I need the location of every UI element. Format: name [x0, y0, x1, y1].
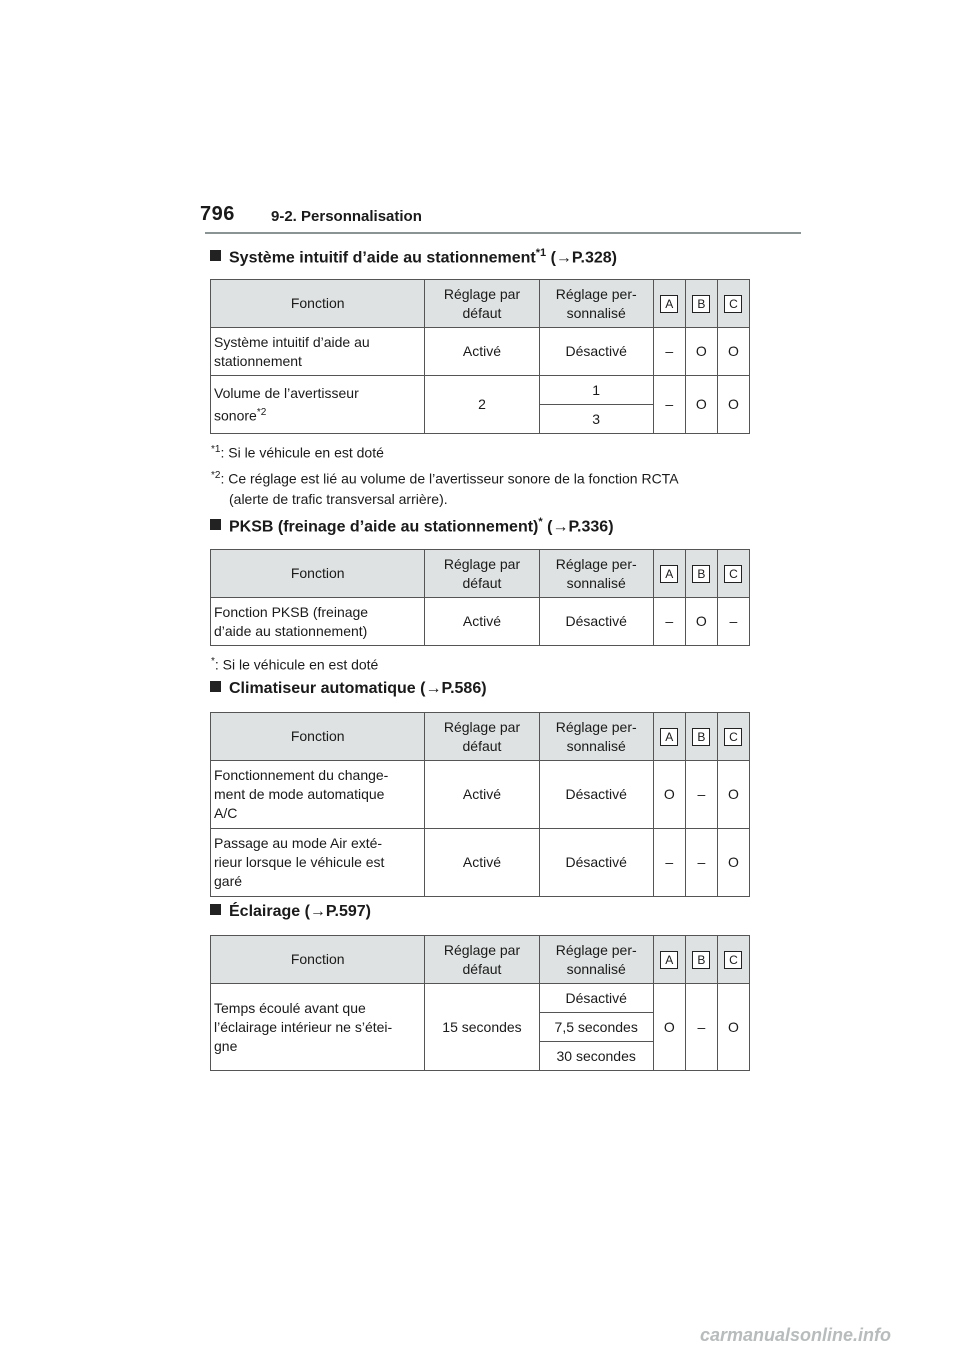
page-reference: (→P.336) — [542, 518, 614, 536]
custom-cell: Désactivé — [539, 761, 653, 829]
header-a: A — [653, 280, 685, 328]
header-function: Fonction — [211, 713, 425, 761]
a-cell: O — [653, 984, 685, 1071]
a-cell: O — [653, 761, 685, 829]
header-default: Réglage par défaut — [425, 936, 539, 984]
header-c: C — [717, 550, 749, 598]
custom-cell: 1 — [539, 376, 653, 405]
square-bullet-icon — [210, 681, 221, 692]
b-cell: O — [685, 598, 717, 646]
a-cell: – — [653, 598, 685, 646]
page-number: 796 — [200, 203, 235, 225]
function-cell: Passage au mode Air exté- rieur lorsque le véhicule est garé — [211, 829, 425, 897]
section-title: PKSB (freinage d’aide au stationnement) — [229, 518, 539, 536]
page-reference: (→P.586) — [415, 680, 487, 697]
header-function: Fonction — [211, 936, 425, 984]
function-cell: Fonction PKSB (freinage d’aide au stationnement) — [211, 598, 425, 646]
settings-table-pksb — [210, 549, 750, 646]
chapter-title: 9-2. Personnalisation — [271, 208, 422, 225]
table-row — [211, 829, 750, 897]
header-b: B — [685, 936, 717, 984]
settings-table-lighting — [210, 935, 750, 1071]
header-a: A — [653, 713, 685, 761]
a-cell: – — [653, 829, 685, 897]
header-custom: Réglage per- sonnalisé — [539, 936, 653, 984]
header-custom: Réglage per- sonnalisé — [539, 550, 653, 598]
section-title: Système intuitif d’aide au stationnement — [229, 249, 536, 267]
settings-table-climate — [210, 712, 750, 897]
custom-cell: Désactivé — [539, 598, 653, 646]
b-cell: – — [685, 761, 717, 829]
table-row — [211, 598, 750, 646]
header-function: Fonction — [211, 550, 425, 598]
c-cell: O — [717, 829, 749, 897]
b-cell: O — [685, 328, 717, 376]
header-b: B — [685, 713, 717, 761]
section-heading-climate — [210, 680, 487, 698]
custom-cell: 3 — [539, 405, 653, 434]
header-rule — [205, 232, 801, 234]
section-heading-parking-assist — [210, 247, 617, 267]
c-cell: O — [717, 376, 749, 434]
header-default: Réglage par défaut — [425, 550, 539, 598]
table-row — [211, 376, 750, 405]
custom-cell: Désactivé — [539, 829, 653, 897]
table-row — [211, 761, 750, 829]
b-cell: – — [685, 829, 717, 897]
header-default: Réglage par défaut — [425, 280, 539, 328]
default-cell: Activé — [425, 598, 539, 646]
section-title: Climatiseur automatique — [229, 680, 416, 697]
c-cell: O — [717, 328, 749, 376]
settings-table-parking-assist — [210, 279, 750, 434]
default-cell: Activé — [425, 761, 539, 829]
default-cell: Activé — [425, 829, 539, 897]
header-a: A — [653, 936, 685, 984]
page-reference: (→P.328) — [546, 249, 617, 267]
header-a: A — [653, 550, 685, 598]
header-custom: Réglage per- sonnalisé — [539, 280, 653, 328]
table-row — [211, 984, 750, 1013]
table-row — [211, 328, 750, 376]
header-function: Fonction — [211, 280, 425, 328]
watermark: carmanualsonline.info — [700, 1325, 892, 1345]
a-cell: – — [653, 328, 685, 376]
c-cell: – — [717, 598, 749, 646]
default-cell: 2 — [425, 376, 539, 434]
footnote: $^{*2}$: Ce réglage est lié au volume de l’avertisseur sonore de la fonction RCTA (alerte de trafic transversal arrière). — [211, 470, 679, 507]
footnote-mark: *1 — [535, 247, 547, 259]
custom-cell: Désactivé — [539, 328, 653, 376]
header-c: C — [717, 280, 749, 328]
header-default: Réglage par défaut — [425, 713, 539, 761]
page-reference: (→P.597) — [300, 903, 372, 920]
function-cell: Volume de l’avertisseur sonore$^{*2}$ — [211, 376, 425, 434]
function-cell: Système intuitif d’aide au stationnement — [211, 328, 425, 376]
section-heading-pksb — [210, 516, 614, 536]
header-c: C — [717, 713, 749, 761]
footnote-mark: * — [538, 516, 543, 528]
header-custom: Réglage per- sonnalisé — [539, 713, 653, 761]
default-cell: 15 secondes — [425, 984, 539, 1071]
square-bullet-icon — [210, 250, 221, 261]
custom-cell: 7,5 secondes — [539, 1013, 653, 1042]
b-cell: O — [685, 376, 717, 434]
section-title: Éclairage — [229, 903, 301, 920]
header-c: C — [717, 936, 749, 984]
header-b: B — [685, 550, 717, 598]
section-heading-lighting — [210, 903, 371, 921]
a-cell: – — [653, 376, 685, 434]
function-cell: Temps écoulé avant que l’éclairage intérieur ne s’étei- gne — [211, 984, 425, 1071]
custom-cell: 30 secondes — [539, 1042, 653, 1071]
square-bullet-icon — [210, 519, 221, 530]
c-cell: O — [717, 761, 749, 829]
square-bullet-icon — [210, 904, 221, 915]
footnote: *: Si le véhicule en est doté — [211, 656, 379, 673]
custom-cell: Désactivé — [539, 984, 653, 1013]
default-cell: Activé — [425, 328, 539, 376]
function-cell: Fonctionnement du change- ment de mode automatique A/C — [211, 761, 425, 829]
footnote: $^{*1}$: Si le véhicule en est doté — [211, 444, 384, 461]
header-b: B — [685, 280, 717, 328]
b-cell: – — [685, 984, 717, 1071]
c-cell: O — [717, 984, 749, 1071]
